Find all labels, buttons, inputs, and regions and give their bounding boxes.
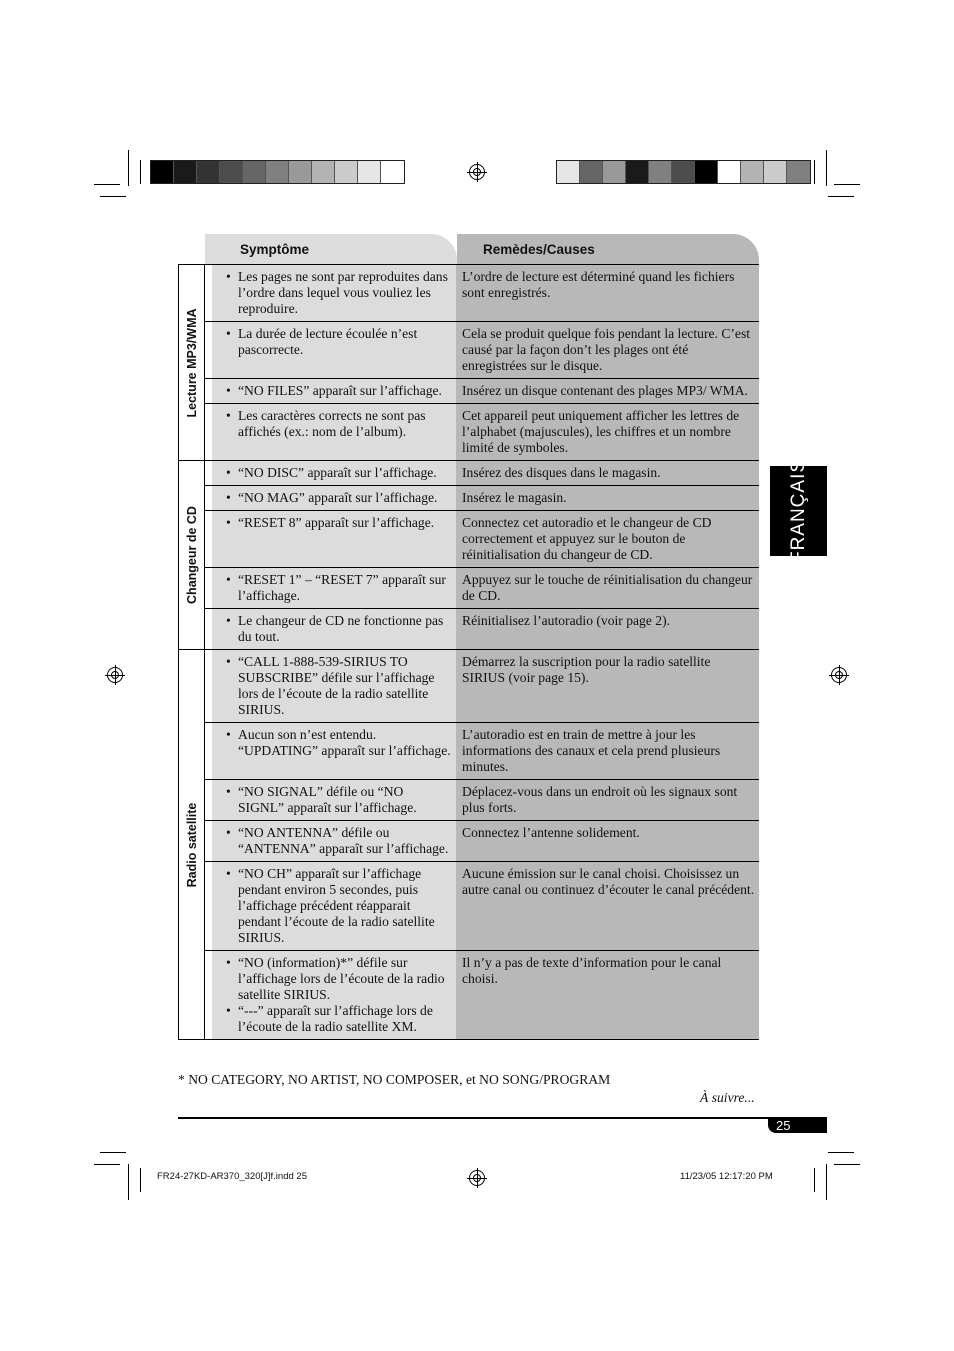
symptom-text: • “CALL 1-888-539-SIRIUS TO SUBSCRIBE” défile sur l’affichage lors de l’écoute de la radio satellite SIRIUS. xyxy=(238,654,452,718)
section-label-cell xyxy=(178,265,205,460)
symptom-text: • “NO CH” apparaît sur l’affichage pendant environ 5 secondes, puis l’affichage précédent réapparait pendant l’écoute de la radio satellite SIRIUS. xyxy=(238,866,452,946)
color-swatch xyxy=(289,161,312,183)
color-swatch xyxy=(220,161,243,183)
color-swatch xyxy=(649,161,672,183)
section-label: Lecture MP3/WMA xyxy=(184,307,199,418)
table-row xyxy=(205,780,759,821)
symptom-text: • “RESET 1” – “RESET 7” apparaît sur l’affichage. xyxy=(238,572,452,604)
symptom-cell xyxy=(212,821,456,861)
symptom-text: • La durée de lecture écoulée n’est pascorrecte. xyxy=(238,326,452,358)
section-label-cell xyxy=(178,461,205,649)
crop-mark xyxy=(128,150,129,186)
table-row xyxy=(205,951,759,1039)
symptom-cell xyxy=(212,951,456,1039)
slug-file-name: FR24-27KD-AR370_320[J]f.indd 25 xyxy=(157,1171,307,1182)
symptom-text: • “NO FILES” apparaît sur l’affichage. xyxy=(238,383,452,399)
color-swatch xyxy=(174,161,197,183)
crop-mark xyxy=(128,1164,129,1200)
symptom-cell xyxy=(212,461,456,485)
table-row xyxy=(205,650,759,723)
table-section xyxy=(178,649,759,1039)
crop-mark xyxy=(834,1164,860,1165)
section-label: Radio satellite xyxy=(184,802,199,887)
table-row xyxy=(205,404,759,460)
symptom-cell xyxy=(212,265,456,321)
color-swatch xyxy=(381,161,404,183)
symptom-text: • “NO DISC” apparaît sur l’affichage. xyxy=(238,465,452,481)
table-row xyxy=(205,821,759,862)
symptom-text: • “NO SIGNAL” défile ou “NO SIGNL” apparaît sur l’affichage. xyxy=(238,784,452,816)
color-swatch xyxy=(557,161,580,183)
symptom-text: • “NO ANTENNA” défile ou “ANTENNA” apparaît sur l’affichage. xyxy=(238,825,452,857)
symptom-text: • Les caractères corrects ne sont pas affichés (ex.: nom de l’album). xyxy=(238,408,452,440)
crop-mark xyxy=(826,150,827,186)
registration-mark-icon xyxy=(469,164,485,180)
symptom-cell xyxy=(212,650,456,722)
color-swatch xyxy=(266,161,289,183)
remedy-cell: Il n’y a pas de texte d’information pour le canal choisi. xyxy=(456,951,759,1039)
remedy-cell: Cela se produit quelque fois pendant la lecture. C’est causé par la façon don’t les plages ont été enregistrées sur le disque. xyxy=(456,322,759,378)
color-swatch xyxy=(626,161,649,183)
color-swatch xyxy=(151,161,174,183)
color-swatch xyxy=(335,161,358,183)
symptom-cell xyxy=(212,511,456,567)
symptom-text: • “NO (information)*” défile sur l’affichage lors de l’écoute de la radio satellite SIRIUS. xyxy=(238,955,452,1003)
crop-mark xyxy=(100,1152,126,1153)
table-row xyxy=(205,862,759,951)
page-number: 25 xyxy=(768,1118,827,1133)
table-row xyxy=(205,265,759,322)
language-tab-label: FRANÇAIS xyxy=(787,458,809,564)
registration-mark-icon xyxy=(107,667,123,683)
color-swatch xyxy=(764,161,787,183)
crop-mark xyxy=(100,196,126,197)
color-swatch xyxy=(603,161,626,183)
crop-mark xyxy=(826,1164,827,1200)
section-label: Changeur de CD xyxy=(184,506,199,604)
troubleshooting-table xyxy=(178,264,759,1040)
remedy-cell: Appuyez sur le touche de réinitialisation du changeur de CD. xyxy=(456,568,759,608)
color-swatch xyxy=(695,161,718,183)
remedy-cell: Insérez des disques dans le magasin. xyxy=(456,461,759,485)
remedy-cell: Insérez un disque contenant des plages MP3/ WMA. xyxy=(456,379,759,403)
crop-mark xyxy=(94,184,120,185)
table-row xyxy=(205,379,759,404)
continued-label: À suivre... xyxy=(700,1090,755,1105)
table-row xyxy=(205,461,759,486)
color-swatch xyxy=(718,161,741,183)
table-row xyxy=(205,723,759,780)
symptom-cell xyxy=(212,379,456,403)
symptom-cell xyxy=(212,404,456,460)
table-section xyxy=(178,460,759,649)
crop-mark xyxy=(94,1164,120,1165)
section-label-cell xyxy=(178,650,205,1039)
crop-mark xyxy=(140,160,141,184)
footnote: * NO CATEGORY, NO ARTIST, NO COMPOSER, et NO SONG/PROGRAM xyxy=(178,1072,611,1087)
remedy-cell: Démarrez la suscription pour la radio satellite SIRIUS (voir page 15). xyxy=(456,650,759,722)
symptom-cell xyxy=(212,723,456,779)
remedy-cell: Aucune émission sur le canal choisi. Choisissez un autre canal ou continuez d’écouter le canal précédent. xyxy=(456,862,759,950)
crop-mark xyxy=(834,184,860,185)
symptom-cell xyxy=(212,609,456,649)
symptom-cell xyxy=(212,486,456,510)
crop-mark xyxy=(140,1168,141,1192)
bottom-rule xyxy=(178,1117,827,1119)
slug-timestamp: 11/23/05 12:17:20 PM xyxy=(680,1171,773,1182)
remedy-cell: L’autoradio est en train de mettre à jour les informations des canaux et cela prend plusieurs minutes. xyxy=(456,723,759,779)
symptom-text: • Les pages ne sont par reproduites dans l’ordre dans lequel vous vouliez les reproduire. xyxy=(238,269,452,317)
symptom-text: • Aucun son n’est entendu. “UPDATING” apparaît sur l’affichage. xyxy=(238,727,452,759)
remedy-cell: Déplacez-vous dans un endroit où les signaux sont plus forts. xyxy=(456,780,759,820)
registration-mark-icon xyxy=(469,1170,485,1186)
table-section xyxy=(178,264,759,460)
remedy-cell: Connectez l’antenne solidement. xyxy=(456,821,759,861)
registration-mark-icon xyxy=(831,667,847,683)
crop-mark xyxy=(814,1168,815,1192)
remedy-cell: Cet appareil peut uniquement afficher les lettres de l’alphabet (majuscules), les chiffres et un nombre limité de symboles. xyxy=(456,404,759,460)
remedy-cell: Connectez cet autoradio et le changeur de CD correctement et appuyez sur le bouton de réinitialisation du changeur de CD. xyxy=(456,511,759,567)
table-row xyxy=(205,511,759,568)
color-swatch xyxy=(787,161,810,183)
symptom-cell xyxy=(212,568,456,608)
symptom-text: • “NO MAG” apparaît sur l’affichage. xyxy=(238,490,452,506)
symptom-text: • “---” apparaît sur l’affichage lors de l’écoute de la radio satellite XM. xyxy=(238,1003,452,1035)
crop-mark xyxy=(828,1152,854,1153)
color-swatch xyxy=(358,161,381,183)
remedy-cell: Insérez le magasin. xyxy=(456,486,759,510)
symptom-cell xyxy=(212,780,456,820)
symptom-cell xyxy=(212,322,456,378)
symptom-text: • Le changeur de CD ne fonctionne pas du tout. xyxy=(238,613,452,645)
color-swatch xyxy=(580,161,603,183)
table-row xyxy=(205,609,759,649)
color-swatch xyxy=(197,161,220,183)
color-swatch xyxy=(312,161,335,183)
table-row xyxy=(205,322,759,379)
symptom-cell xyxy=(212,862,456,950)
color-swatch xyxy=(741,161,764,183)
color-swatch xyxy=(672,161,695,183)
color-bar-left xyxy=(150,160,405,184)
table-row xyxy=(205,486,759,511)
remedy-cell: Réinitialisez l’autoradio (voir page 2). xyxy=(456,609,759,649)
color-swatch xyxy=(243,161,266,183)
language-tab xyxy=(770,458,827,564)
table-row xyxy=(205,568,759,609)
remedy-column-header: Remèdes/Causes xyxy=(457,234,759,264)
color-bar-right xyxy=(556,160,811,184)
crop-mark xyxy=(814,160,815,184)
crop-mark xyxy=(828,196,854,197)
symptom-column-header: Symptôme xyxy=(205,234,457,264)
remedy-cell: L’ordre de lecture est déterminé quand les fichiers sont enregistrés. xyxy=(456,265,759,321)
symptom-text: • “RESET 8” apparaît sur l’affichage. xyxy=(238,515,452,531)
